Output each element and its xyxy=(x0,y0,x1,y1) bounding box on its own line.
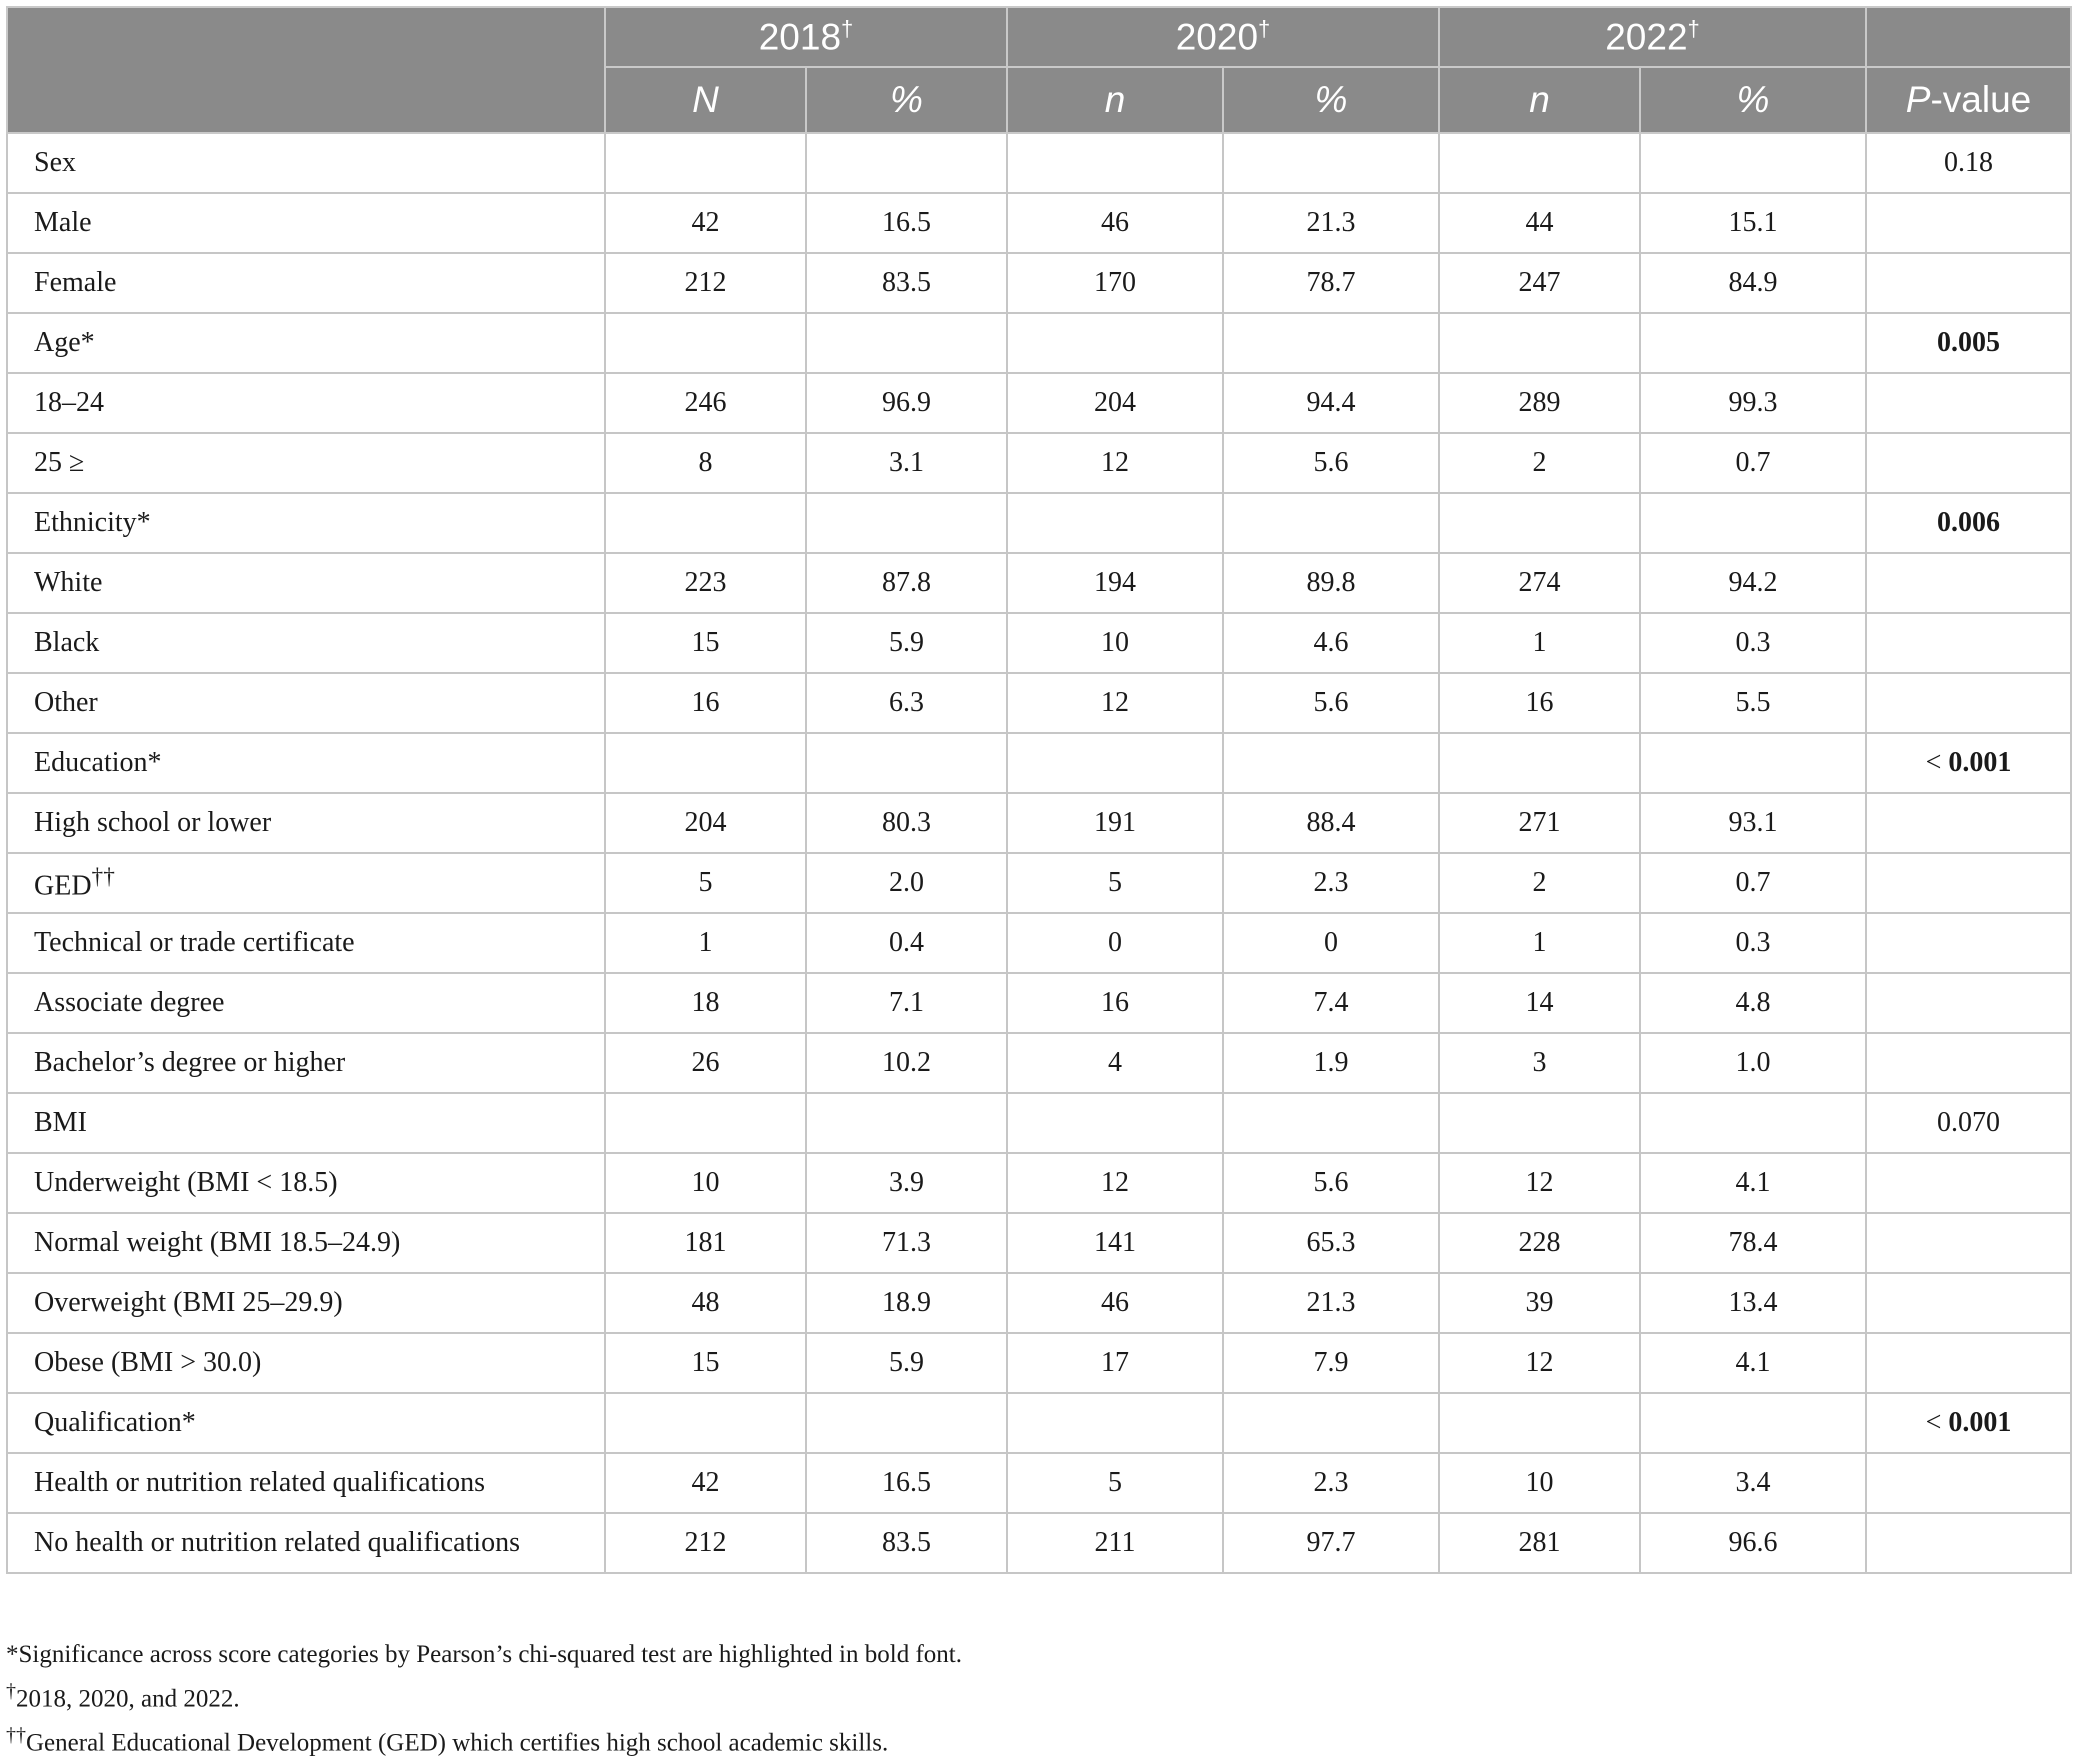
count-cell: 4 xyxy=(1007,1033,1223,1093)
table-row xyxy=(7,133,2071,193)
pvalue-text: 0.070 xyxy=(1937,1107,2000,1138)
percent-cell: 15.1 xyxy=(1640,193,1866,253)
percent-cell: 21.3 xyxy=(1223,1273,1439,1333)
count-cell xyxy=(605,493,806,553)
count-cell: 274 xyxy=(1439,553,1640,613)
row-label xyxy=(7,1513,605,1573)
count-cell xyxy=(605,733,806,793)
percent-cell: 5.9 xyxy=(806,1333,1007,1393)
table-row xyxy=(7,793,2071,853)
percent-cell: 5.9 xyxy=(806,613,1007,673)
pvalue-cell xyxy=(1866,733,2071,793)
table-row xyxy=(7,733,2071,793)
count-cell xyxy=(1007,493,1223,553)
count-cell: 26 xyxy=(605,1033,806,1093)
pvalue-cell xyxy=(1866,1453,2071,1513)
count-cell: 247 xyxy=(1439,253,1640,313)
pvalue-cell xyxy=(1866,1273,2071,1333)
subheader-count: n xyxy=(1439,67,1640,133)
percent-cell: 94.2 xyxy=(1640,553,1866,613)
year-dagger: † xyxy=(1258,15,1271,41)
percent-cell: 18.9 xyxy=(806,1273,1007,1333)
table-row xyxy=(7,373,2071,433)
count-cell: 181 xyxy=(605,1213,806,1273)
subheader-percent: % xyxy=(1640,67,1866,133)
count-cell: 12 xyxy=(1007,433,1223,493)
percent-cell: 4.6 xyxy=(1223,613,1439,673)
count-cell xyxy=(1007,313,1223,373)
header-row-years xyxy=(7,7,2071,67)
count-cell: 12 xyxy=(1439,1333,1640,1393)
percent-cell xyxy=(1640,733,1866,793)
subheader-count: n xyxy=(1007,67,1223,133)
row-label xyxy=(7,433,605,493)
percent-cell: 0 xyxy=(1223,913,1439,973)
count-cell: 42 xyxy=(605,1453,806,1513)
pvalue-cell xyxy=(1866,1093,2071,1153)
pvalue-cell xyxy=(1866,793,2071,853)
percent-cell: 6.3 xyxy=(806,673,1007,733)
count-cell: 271 xyxy=(1439,793,1640,853)
count-cell: 1 xyxy=(605,913,806,973)
count-cell xyxy=(1439,733,1640,793)
table-footnotes xyxy=(6,1636,962,1762)
percent-cell: 83.5 xyxy=(806,253,1007,313)
percent-cell: 83.5 xyxy=(806,1513,1007,1573)
table-row xyxy=(7,253,2071,313)
count-cell xyxy=(605,313,806,373)
count-cell: 2 xyxy=(1439,433,1640,493)
count-cell: 16 xyxy=(1007,973,1223,1033)
table-row xyxy=(7,433,2071,493)
table-row xyxy=(7,913,2071,973)
table-row xyxy=(7,673,2071,733)
count-cell: 5 xyxy=(605,853,806,913)
row-label xyxy=(7,1093,605,1153)
pvalue-text: 0.18 xyxy=(1944,147,1993,178)
pvalue-cell xyxy=(1866,913,2071,973)
percent-cell: 0.3 xyxy=(1640,613,1866,673)
percent-cell: 94.4 xyxy=(1223,373,1439,433)
header-blank-cell xyxy=(7,7,605,133)
count-cell: 12 xyxy=(1007,673,1223,733)
count-cell: 14 xyxy=(1439,973,1640,1033)
percent-cell: 99.3 xyxy=(1640,373,1866,433)
footnote-text: 2018, 2020, and 2022. xyxy=(16,1685,240,1713)
count-cell: 10 xyxy=(1007,613,1223,673)
percent-cell: 78.7 xyxy=(1223,253,1439,313)
row-label xyxy=(7,313,605,373)
pvalue-cell xyxy=(1866,853,2071,913)
pvalue-cell xyxy=(1866,1213,2071,1273)
row-label xyxy=(7,253,605,313)
percent-cell: 1.0 xyxy=(1640,1033,1866,1093)
footnote xyxy=(6,1636,962,1673)
count-cell xyxy=(1439,1093,1640,1153)
row-label-text: Sex xyxy=(34,147,76,178)
footnote-text: *Significance across score categories by Pearson’s chi-squared test are highlighted in bold font. xyxy=(6,1641,962,1668)
percent-cell xyxy=(1640,133,1866,193)
pvalue-cell xyxy=(1866,973,2071,1033)
percent-cell: 3.4 xyxy=(1640,1453,1866,1513)
percent-cell: 71.3 xyxy=(806,1213,1007,1273)
percent-cell: 13.4 xyxy=(1640,1273,1866,1333)
pvalue-cell xyxy=(1866,133,2071,193)
pvalue-cell xyxy=(1866,673,2071,733)
row-label xyxy=(7,793,605,853)
row-label xyxy=(7,373,605,433)
pvalue-cell xyxy=(1866,1153,2071,1213)
pvalue-prefix: < xyxy=(1925,747,1949,778)
count-cell xyxy=(1007,1393,1223,1453)
table-row xyxy=(7,853,2071,913)
row-label xyxy=(7,1153,605,1213)
pvalue-text: 0.006 xyxy=(1937,507,2000,538)
count-cell xyxy=(1439,313,1640,373)
pvalue-cell xyxy=(1866,1513,2071,1573)
count-cell: 170 xyxy=(1007,253,1223,313)
count-cell: 16 xyxy=(1439,673,1640,733)
count-cell: 44 xyxy=(1439,193,1640,253)
percent-cell xyxy=(1223,1093,1439,1153)
count-cell: 10 xyxy=(1439,1453,1640,1513)
row-label xyxy=(7,733,605,793)
percent-cell xyxy=(1640,313,1866,373)
row-label-text: High school or lower xyxy=(34,807,272,838)
row-label xyxy=(7,673,605,733)
pvalue-text: 0.001 xyxy=(1948,1407,2012,1438)
count-cell: 212 xyxy=(605,1513,806,1573)
percent-cell: 65.3 xyxy=(1223,1213,1439,1273)
percent-cell: 7.9 xyxy=(1223,1333,1439,1393)
count-cell: 228 xyxy=(1439,1213,1640,1273)
count-cell: 191 xyxy=(1007,793,1223,853)
table-row xyxy=(7,313,2071,373)
percent-cell: 2.3 xyxy=(1223,1453,1439,1513)
row-label-text: 25 ≥ xyxy=(34,447,85,478)
percent-cell: 96.9 xyxy=(806,373,1007,433)
count-cell: 12 xyxy=(1439,1153,1640,1213)
percent-cell: 0.7 xyxy=(1640,433,1866,493)
percent-cell: 4.8 xyxy=(1640,973,1866,1033)
table-row xyxy=(7,1153,2071,1213)
row-label-text: Obese (BMI > 30.0) xyxy=(34,1347,262,1378)
count-cell: 5 xyxy=(1007,1453,1223,1513)
row-label xyxy=(7,613,605,673)
footnote-mark: †† xyxy=(6,1724,26,1747)
pvalue-cell xyxy=(1866,433,2071,493)
table-row xyxy=(7,1513,2071,1573)
row-label-text: Female xyxy=(34,267,117,298)
year-dagger: † xyxy=(1687,15,1700,41)
row-label-text: Ethnicity* xyxy=(34,507,151,538)
pvalue-cell xyxy=(1866,313,2071,373)
year-label: 2020 xyxy=(1175,16,1259,58)
row-label xyxy=(7,193,605,253)
table-row xyxy=(7,493,2071,553)
row-label-text: Health or nutrition related qualifications xyxy=(34,1467,485,1498)
pvalue-italic: P xyxy=(1905,79,1931,120)
row-label xyxy=(7,853,605,913)
percent-cell: 3.9 xyxy=(806,1153,1007,1213)
percent-cell: 88.4 xyxy=(1223,793,1439,853)
percent-cell xyxy=(806,733,1007,793)
pvalue-cell xyxy=(1866,493,2071,553)
count-cell xyxy=(1439,493,1640,553)
percent-cell xyxy=(806,1093,1007,1153)
percent-cell: 21.3 xyxy=(1223,193,1439,253)
row-label-text: 18–24 xyxy=(34,387,104,418)
count-cell xyxy=(605,1393,806,1453)
count-cell xyxy=(1439,133,1640,193)
demographics-table-container xyxy=(6,6,2070,1574)
row-label-text: White xyxy=(34,567,103,598)
percent-cell: 5.5 xyxy=(1640,673,1866,733)
percent-cell xyxy=(1640,493,1866,553)
header-year-2020 xyxy=(1007,7,1439,67)
demographics-table xyxy=(6,6,2072,1574)
percent-cell: 2.0 xyxy=(806,853,1007,913)
footnote xyxy=(6,1673,962,1717)
percent-cell: 87.8 xyxy=(806,553,1007,613)
count-cell: 141 xyxy=(1007,1213,1223,1273)
count-cell: 281 xyxy=(1439,1513,1640,1573)
header-year-2022 xyxy=(1439,7,1866,67)
percent-cell xyxy=(1223,493,1439,553)
year-label: 2022 xyxy=(1605,16,1688,58)
row-label xyxy=(7,1333,605,1393)
row-label xyxy=(7,1273,605,1333)
percent-cell xyxy=(806,313,1007,373)
row-label-text: Normal weight (BMI 18.5–24.9) xyxy=(34,1227,401,1258)
table-header xyxy=(7,7,2071,133)
percent-cell xyxy=(1640,1393,1866,1453)
count-cell xyxy=(1007,1093,1223,1153)
pvalue-prefix: < xyxy=(1925,1407,1949,1438)
percent-cell: 78.4 xyxy=(1640,1213,1866,1273)
pvalue-cell xyxy=(1866,253,2071,313)
count-cell: 12 xyxy=(1007,1153,1223,1213)
count-cell: 15 xyxy=(605,613,806,673)
count-cell: 5 xyxy=(1007,853,1223,913)
percent-cell: 0.7 xyxy=(1640,853,1866,913)
table-row xyxy=(7,1453,2071,1513)
percent-cell: 1.9 xyxy=(1223,1033,1439,1093)
percent-cell: 7.4 xyxy=(1223,973,1439,1033)
percent-cell: 5.6 xyxy=(1223,673,1439,733)
count-cell: 1 xyxy=(1439,913,1640,973)
percent-cell: 0.4 xyxy=(806,913,1007,973)
count-cell xyxy=(1007,133,1223,193)
count-cell: 289 xyxy=(1439,373,1640,433)
table-row xyxy=(7,1213,2071,1273)
pvalue-cell xyxy=(1866,613,2071,673)
row-label-text: Technical or trade certificate xyxy=(34,927,355,958)
pvalue-cell xyxy=(1866,1033,2071,1093)
percent-cell: 97.7 xyxy=(1223,1513,1439,1573)
row-label-text: Black xyxy=(34,627,100,658)
percent-cell xyxy=(1223,1393,1439,1453)
pvalue-cell xyxy=(1866,1393,2071,1453)
header-year-2018 xyxy=(605,7,1007,67)
count-cell: 10 xyxy=(605,1153,806,1213)
count-cell xyxy=(605,1093,806,1153)
row-label xyxy=(7,1393,605,1453)
row-label-text: No health or nutrition related qualifications xyxy=(34,1527,520,1558)
percent-cell: 10.2 xyxy=(806,1033,1007,1093)
subheader-pvalue xyxy=(1866,67,2071,133)
count-cell: 39 xyxy=(1439,1273,1640,1333)
subheader-percent: % xyxy=(1223,67,1439,133)
percent-cell: 5.6 xyxy=(1223,433,1439,493)
pvalue-cell xyxy=(1866,1333,2071,1393)
count-cell: 211 xyxy=(1007,1513,1223,1573)
pvalue-cell xyxy=(1866,193,2071,253)
count-cell: 15 xyxy=(605,1333,806,1393)
percent-cell: 2.3 xyxy=(1223,853,1439,913)
percent-cell: 7.1 xyxy=(806,973,1007,1033)
count-cell: 18 xyxy=(605,973,806,1033)
percent-cell: 96.6 xyxy=(1640,1513,1866,1573)
row-label-text: Overweight (BMI 25–29.9) xyxy=(34,1287,343,1318)
count-cell: 204 xyxy=(1007,373,1223,433)
count-cell: 1 xyxy=(1439,613,1640,673)
row-label xyxy=(7,553,605,613)
percent-cell: 4.1 xyxy=(1640,1333,1866,1393)
percent-cell: 80.3 xyxy=(806,793,1007,853)
pvalue-cell xyxy=(1866,553,2071,613)
percent-cell: 16.5 xyxy=(806,1453,1007,1513)
footnote xyxy=(6,1717,962,1761)
row-label xyxy=(7,913,605,973)
count-cell: 212 xyxy=(605,253,806,313)
count-cell xyxy=(1439,1393,1640,1453)
row-label xyxy=(7,133,605,193)
percent-cell xyxy=(806,133,1007,193)
percent-cell xyxy=(806,1393,1007,1453)
row-label xyxy=(7,1453,605,1513)
row-label-text: GED xyxy=(34,870,92,902)
row-label-text: BMI xyxy=(34,1107,87,1138)
row-label-text: Other xyxy=(34,687,98,718)
row-label xyxy=(7,1033,605,1093)
percent-cell: 5.6 xyxy=(1223,1153,1439,1213)
count-cell: 0 xyxy=(1007,913,1223,973)
table-body xyxy=(7,133,2071,1573)
count-cell: 2 xyxy=(1439,853,1640,913)
count-cell: 246 xyxy=(605,373,806,433)
count-cell xyxy=(605,133,806,193)
count-cell: 48 xyxy=(605,1273,806,1333)
row-label-text: Bachelor’s degree or higher xyxy=(34,1047,346,1078)
count-cell: 8 xyxy=(605,433,806,493)
table-row xyxy=(7,973,2071,1033)
percent-cell: 84.9 xyxy=(1640,253,1866,313)
row-label-sup: †† xyxy=(91,863,115,890)
year-label: 2018 xyxy=(758,16,842,58)
table-row xyxy=(7,1393,2071,1453)
row-label-text: Age* xyxy=(34,327,95,358)
percent-cell xyxy=(1640,1093,1866,1153)
count-cell: 17 xyxy=(1007,1333,1223,1393)
row-label-text: Qualification* xyxy=(34,1407,196,1438)
row-label xyxy=(7,973,605,1033)
count-cell: 223 xyxy=(605,553,806,613)
percent-cell xyxy=(806,493,1007,553)
table-row xyxy=(7,1033,2071,1093)
subheader-percent: % xyxy=(806,67,1007,133)
count-cell xyxy=(1007,733,1223,793)
row-label xyxy=(7,1213,605,1273)
footnote-mark: † xyxy=(6,1680,16,1702)
percent-cell: 93.1 xyxy=(1640,793,1866,853)
percent-cell: 89.8 xyxy=(1223,553,1439,613)
count-cell: 16 xyxy=(605,673,806,733)
count-cell: 194 xyxy=(1007,553,1223,613)
pvalue-rest: -value xyxy=(1930,79,2032,120)
percent-cell: 3.1 xyxy=(806,433,1007,493)
row-label-text: Education* xyxy=(34,747,162,778)
header-pvalue-top xyxy=(1866,7,2071,67)
percent-cell xyxy=(1223,733,1439,793)
footnote-text: General Educational Development (GED) which certifies high school academic skills. xyxy=(26,1729,889,1757)
row-label-text: Associate degree xyxy=(34,987,225,1018)
subheader-count: N xyxy=(605,67,806,133)
table-row xyxy=(7,553,2071,613)
pvalue-text: 0.001 xyxy=(1948,747,2012,778)
percent-cell: 0.3 xyxy=(1640,913,1866,973)
percent-cell xyxy=(1223,313,1439,373)
year-dagger: † xyxy=(841,15,854,41)
table-row xyxy=(7,1093,2071,1153)
pvalue-text: 0.005 xyxy=(1937,327,2000,358)
count-cell: 46 xyxy=(1007,1273,1223,1333)
table-row xyxy=(7,1273,2071,1333)
row-label xyxy=(7,493,605,553)
count-cell: 46 xyxy=(1007,193,1223,253)
count-cell: 3 xyxy=(1439,1033,1640,1093)
table-row xyxy=(7,193,2071,253)
count-cell: 42 xyxy=(605,193,806,253)
pvalue-cell xyxy=(1866,373,2071,433)
table-row xyxy=(7,613,2071,673)
row-label-text: Underweight (BMI < 18.5) xyxy=(34,1167,338,1198)
percent-cell: 16.5 xyxy=(806,193,1007,253)
percent-cell: 4.1 xyxy=(1640,1153,1866,1213)
row-label-text: Male xyxy=(34,207,92,238)
percent-cell xyxy=(1223,133,1439,193)
count-cell: 204 xyxy=(605,793,806,853)
table-row xyxy=(7,1333,2071,1393)
